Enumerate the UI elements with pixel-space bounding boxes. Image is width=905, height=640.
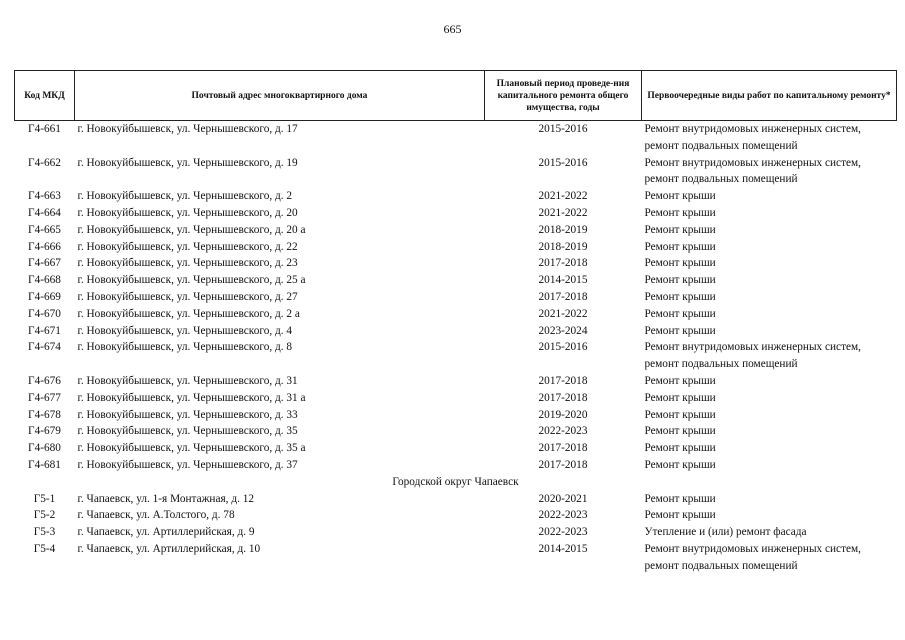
cell-period: 2021-2022	[538, 190, 588, 203]
repair-plan-table-container	[14, 70, 896, 575]
cell-period: 2017-2018	[538, 374, 588, 387]
table-row	[15, 390, 897, 407]
cell-address: г. Новокуйбышевск, ул. Чернышевского, д. 2 а	[77, 307, 300, 320]
cell-address: г. Новокуйбышевск, ул. Чернышевского, д. 20	[77, 206, 298, 219]
section-row	[15, 474, 897, 491]
cell-period: 2019-2020	[538, 408, 588, 421]
cell-works: Ремонт крыши	[644, 391, 716, 404]
cell-works: Ремонт крыши	[644, 307, 716, 320]
cell-period: 2015-2016	[538, 123, 588, 135]
repair-plan-table	[14, 70, 897, 575]
table-row	[15, 155, 897, 189]
table-body	[15, 121, 897, 575]
cell-code: Г4-676	[28, 374, 61, 387]
cell-address: г. Новокуйбышевск, ул. Чернышевского, д. 37	[77, 458, 298, 471]
cell-period: 2021-2022	[538, 307, 588, 320]
cell-period: 2015-2016	[538, 341, 588, 354]
cell-period: 2022-2023	[538, 425, 588, 438]
cell-code: Г5-2	[33, 509, 56, 522]
table-row	[15, 440, 897, 457]
table-row	[15, 524, 897, 541]
cell-period: 2020-2021	[538, 492, 588, 505]
cell-address: г. Новокуйбышевск, ул. Чернышевского, д. 31	[77, 374, 298, 387]
table-row	[15, 373, 897, 390]
cell-period: 2017-2018	[538, 257, 588, 270]
cell-code: Г4-678	[28, 408, 61, 421]
cell-code: Г5-4	[33, 542, 56, 555]
section-title: Городской округ Чапаевск	[392, 475, 519, 488]
cell-address: г. Чапаевск, ул. 1-я Монтажная, д. 12	[77, 492, 255, 505]
cell-code: Г4-677	[28, 391, 61, 404]
cell-code: Г4-674	[28, 341, 61, 354]
cell-works: Ремонт крыши	[644, 290, 716, 303]
cell-period: 2022-2023	[538, 509, 588, 522]
cell-works: Ремонт внутридомовых инженерных систем, ремонт подвальных помещений	[644, 123, 861, 152]
table-row	[15, 222, 897, 239]
cell-address: г. Чапаевск, ул. Артиллерийская, д. 9	[77, 526, 255, 539]
cell-address: г. Новокуйбышевск, ул. Чернышевского, д. 17	[77, 123, 298, 135]
cell-address: г. Новокуйбышевск, ул. Чернышевского, д. 35 а	[77, 442, 306, 455]
cell-address: г. Новокуйбышевск, ул. Чернышевского, д. 35	[77, 425, 298, 438]
cell-works: Ремонт внутридомовых инженерных систем, ремонт подвальных помещений	[644, 341, 861, 371]
cell-code: Г4-670	[28, 307, 61, 320]
table-row	[15, 507, 897, 524]
cell-works: Ремонт крыши	[644, 458, 716, 471]
cell-code: Г4-669	[28, 290, 61, 303]
cell-code: Г5-3	[33, 526, 56, 539]
table-header	[15, 71, 897, 121]
header-works: Первоочередные виды работ по капитальному ремонту*	[642, 71, 897, 121]
cell-code: Г5-1	[33, 492, 56, 505]
cell-works: Ремонт крыши	[644, 374, 716, 387]
header-address: Почтовый адрес многоквартирного дома	[75, 71, 485, 121]
cell-code: Г4-680	[28, 442, 61, 455]
table-row	[15, 239, 897, 256]
table-row	[15, 255, 897, 272]
cell-code: Г4-666	[28, 240, 61, 253]
table-row	[15, 541, 897, 575]
cell-period: 2017-2018	[538, 458, 588, 471]
cell-address: г. Новокуйбышевск, ул. Чернышевского, д. 19	[77, 156, 298, 169]
cell-period: 2015-2016	[538, 156, 588, 169]
cell-address: г. Новокуйбышевск, ул. Чернышевского, д. 4	[77, 324, 293, 337]
cell-works: Ремонт крыши	[644, 274, 716, 287]
cell-code: Г4-679	[28, 425, 61, 438]
cell-code: Г4-663	[28, 190, 61, 203]
cell-address: г. Чапаевск, ул. А.Толстого, д. 78	[77, 509, 235, 522]
cell-address: г. Новокуйбышевск, ул. Чернышевского, д. 27	[77, 290, 298, 303]
table-row	[15, 457, 897, 474]
table-row	[15, 121, 897, 155]
cell-period: 2023-2024	[538, 324, 588, 337]
table-row	[15, 205, 897, 222]
cell-code: Г4-681	[28, 458, 61, 471]
cell-works: Ремонт крыши	[644, 324, 716, 337]
cell-works: Ремонт крыши	[644, 190, 716, 203]
cell-works: Ремонт крыши	[644, 240, 716, 253]
cell-works: Ремонт внутридомовых инженерных систем, ремонт подвальных помещений	[644, 542, 861, 572]
cell-address: г. Новокуйбышевск, ул. Чернышевского, д. 22	[77, 240, 298, 253]
cell-period: 2017-2018	[538, 442, 588, 455]
cell-works: Ремонт крыши	[644, 408, 716, 421]
cell-works: Ремонт крыши	[644, 492, 716, 505]
cell-address: г. Новокуйбышевск, ул. Чернышевского, д. 20 а	[77, 223, 306, 236]
cell-period: 2014-2015	[538, 542, 588, 555]
cell-code: Г4-664	[28, 206, 61, 219]
cell-period: 2018-2019	[538, 240, 588, 253]
cell-address: г. Новокуйбышевск, ул. Чернышевского, д. 31 а	[77, 391, 306, 404]
header-period: Плановый период проведе-ния капитального ремонта общего имущества, годы	[485, 71, 642, 121]
cell-address: г. Чапаевск, ул. Артиллерийская, д. 10	[77, 542, 261, 555]
cell-code: Г4-662	[28, 156, 61, 169]
cell-address: г. Новокуйбышевск, ул. Чернышевского, д. 23	[77, 257, 298, 270]
cell-works: Ремонт крыши	[644, 206, 716, 219]
cell-code: Г4-668	[28, 274, 61, 287]
cell-works: Ремонт крыши	[644, 509, 716, 522]
cell-period: 2022-2023	[538, 526, 588, 539]
table-row	[15, 188, 897, 205]
table-row	[15, 339, 897, 373]
cell-works: Ремонт крыши	[644, 223, 716, 236]
cell-works: Ремонт крыши	[644, 257, 716, 270]
cell-period: 2021-2022	[538, 206, 588, 219]
cell-address: г. Новокуйбышевск, ул. Чернышевского, д. 25 а	[77, 274, 306, 287]
table-row	[15, 491, 897, 508]
table-row	[15, 323, 897, 340]
cell-address: г. Новокуйбышевск, ул. Чернышевского, д. 2	[77, 190, 293, 203]
table-row	[15, 306, 897, 323]
cell-address: г. Новокуйбышевск, ул. Чернышевского, д. 33	[77, 408, 298, 421]
cell-works: Ремонт внутридомовых инженерных систем, ремонт подвальных помещений	[644, 156, 861, 186]
cell-address: г. Новокуйбышевск, ул. Чернышевского, д. 8	[77, 341, 293, 354]
header-code: Код МКД	[15, 71, 75, 121]
cell-code: Г4-671	[28, 324, 61, 337]
cell-works: Утепление и (или) ремонт фасада	[644, 526, 807, 539]
cell-code: Г4-665	[28, 223, 61, 236]
table-row	[15, 423, 897, 440]
cell-period: 2018-2019	[538, 223, 588, 236]
cell-code: Г4-661	[28, 123, 61, 135]
cell-code: Г4-667	[28, 257, 61, 270]
cell-period: 2017-2018	[538, 290, 588, 303]
table-row	[15, 272, 897, 289]
cell-works: Ремонт крыши	[644, 442, 716, 455]
page-number: 665	[443, 22, 462, 36]
cell-period: 2017-2018	[538, 391, 588, 404]
cell-works: Ремонт крыши	[644, 425, 716, 438]
table-row	[15, 407, 897, 424]
cell-period: 2014-2015	[538, 274, 588, 287]
table-row	[15, 289, 897, 306]
